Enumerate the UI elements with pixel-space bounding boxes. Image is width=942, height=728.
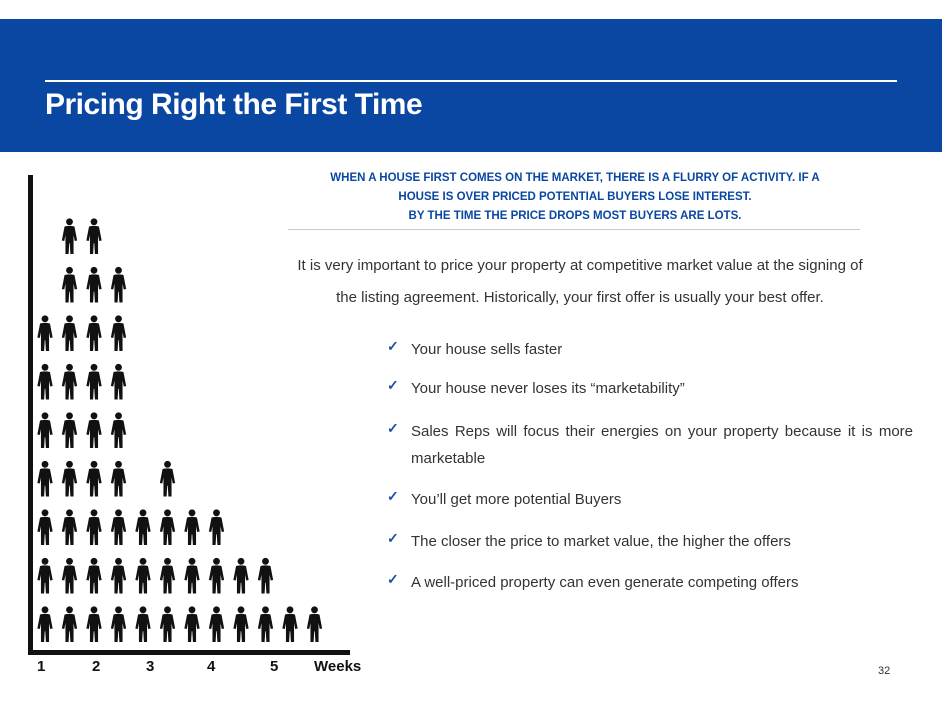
person-silhouette-icon [62, 606, 77, 642]
x-tick-label: 3 [146, 658, 155, 675]
person-silhouette-icon [160, 606, 175, 642]
benefit-text: You’ll get more potential Buyers [411, 491, 622, 508]
person-silhouette-icon [111, 412, 126, 448]
person-silhouette-icon [184, 558, 199, 594]
checkmark-icon: ✓ [387, 420, 399, 436]
checkmark-icon: ✓ [387, 338, 399, 354]
person-silhouette-icon [160, 461, 175, 497]
person-silhouette-icon [86, 558, 101, 594]
checkmark-icon: ✓ [387, 488, 399, 504]
people-group [37, 218, 322, 642]
person-silhouette-icon [37, 364, 52, 400]
person-silhouette-icon [62, 412, 77, 448]
list-item [387, 569, 913, 596]
person-silhouette-icon [209, 558, 224, 594]
header-banner [0, 19, 942, 152]
person-silhouette-icon [258, 558, 273, 594]
checkmark-icon: ✓ [387, 530, 399, 546]
person-silhouette-icon [37, 315, 52, 351]
person-silhouette-icon [282, 606, 297, 642]
person-silhouette-icon [37, 558, 52, 594]
list-item [387, 418, 913, 472]
person-silhouette-icon [111, 558, 126, 594]
benefit-text: A well-priced property can even generate competing offers [411, 574, 799, 591]
person-silhouette-icon [111, 315, 126, 351]
buyers-pictogram-chart [0, 165, 380, 675]
person-silhouette-icon [86, 461, 101, 497]
person-silhouette-icon [233, 606, 248, 642]
person-silhouette-icon [233, 558, 248, 594]
x-tick-labels [37, 658, 361, 675]
benefit-text: Your house never loses its “marketability” [411, 380, 685, 397]
person-silhouette-icon [62, 315, 77, 351]
page-title: Pricing Right the First Time [45, 88, 423, 121]
list-item [387, 486, 913, 513]
person-silhouette-icon [62, 267, 77, 303]
person-silhouette-icon [135, 558, 150, 594]
header-rule [45, 80, 897, 82]
tagline-line: WHEN A HOUSE FIRST COMES ON THE MARKET, THERE IS A FLURRY OF ACTIVITY. IF A [330, 172, 820, 184]
person-silhouette-icon [86, 509, 101, 545]
person-silhouette-icon [62, 218, 77, 254]
intro-line: It is very important to price your property at competitive market value at the signing of [297, 257, 863, 274]
y-axis [28, 175, 33, 655]
person-silhouette-icon [37, 606, 52, 642]
benefit-text: Sales Reps will focus their energies on your property because it is more marketable [411, 423, 913, 467]
checkmark-icon: ✓ [387, 377, 399, 393]
person-silhouette-icon [62, 364, 77, 400]
person-silhouette-icon [258, 606, 273, 642]
list-item [387, 375, 913, 402]
person-silhouette-icon [111, 267, 126, 303]
tagline-line: BY THE TIME THE PRICE DROPS MOST BUYERS ARE LOTS. [408, 210, 742, 222]
person-silhouette-icon [209, 509, 224, 545]
person-silhouette-icon [160, 509, 175, 545]
person-silhouette-icon [209, 606, 224, 642]
person-silhouette-icon [86, 267, 101, 303]
person-silhouette-icon [86, 315, 101, 351]
person-silhouette-icon [37, 461, 52, 497]
person-silhouette-icon [111, 461, 126, 497]
x-tick-label: 4 [207, 658, 216, 675]
x-tick-label: 5 [270, 658, 279, 675]
list-item [387, 336, 913, 363]
person-silhouette-icon [111, 606, 126, 642]
person-silhouette-icon [86, 606, 101, 642]
person-silhouette-icon [111, 364, 126, 400]
person-silhouette-icon [62, 509, 77, 545]
person-silhouette-icon [135, 509, 150, 545]
person-silhouette-icon [184, 509, 199, 545]
person-silhouette-icon [135, 606, 150, 642]
benefit-text: The closer the price to market value, the higher the offers [411, 533, 791, 550]
person-silhouette-icon [62, 558, 77, 594]
person-silhouette-icon [86, 218, 101, 254]
person-silhouette-icon [62, 461, 77, 497]
x-tick-label: 2 [92, 658, 101, 675]
person-silhouette-icon [111, 509, 126, 545]
person-silhouette-icon [37, 412, 52, 448]
page-number: 32 [878, 665, 891, 677]
person-silhouette-icon [307, 606, 322, 642]
person-silhouette-icon [86, 412, 101, 448]
person-silhouette-icon [86, 364, 101, 400]
person-silhouette-icon [37, 509, 52, 545]
person-silhouette-icon [184, 606, 199, 642]
list-item [387, 528, 913, 555]
tagline-line: HOUSE IS OVER PRICED POTENTIAL BUYERS LOSE INTEREST. [398, 191, 752, 203]
checkmark-icon: ✓ [387, 571, 399, 587]
intro-line: the listing agreement. Historically, your first offer is usually your best offer. [336, 289, 824, 306]
x-tick-label: 1 [37, 658, 46, 675]
benefit-text: Your house sells faster [411, 341, 563, 358]
x-axis-unit-label: Weeks [314, 658, 362, 675]
x-axis [28, 650, 350, 655]
person-silhouette-icon [160, 558, 175, 594]
